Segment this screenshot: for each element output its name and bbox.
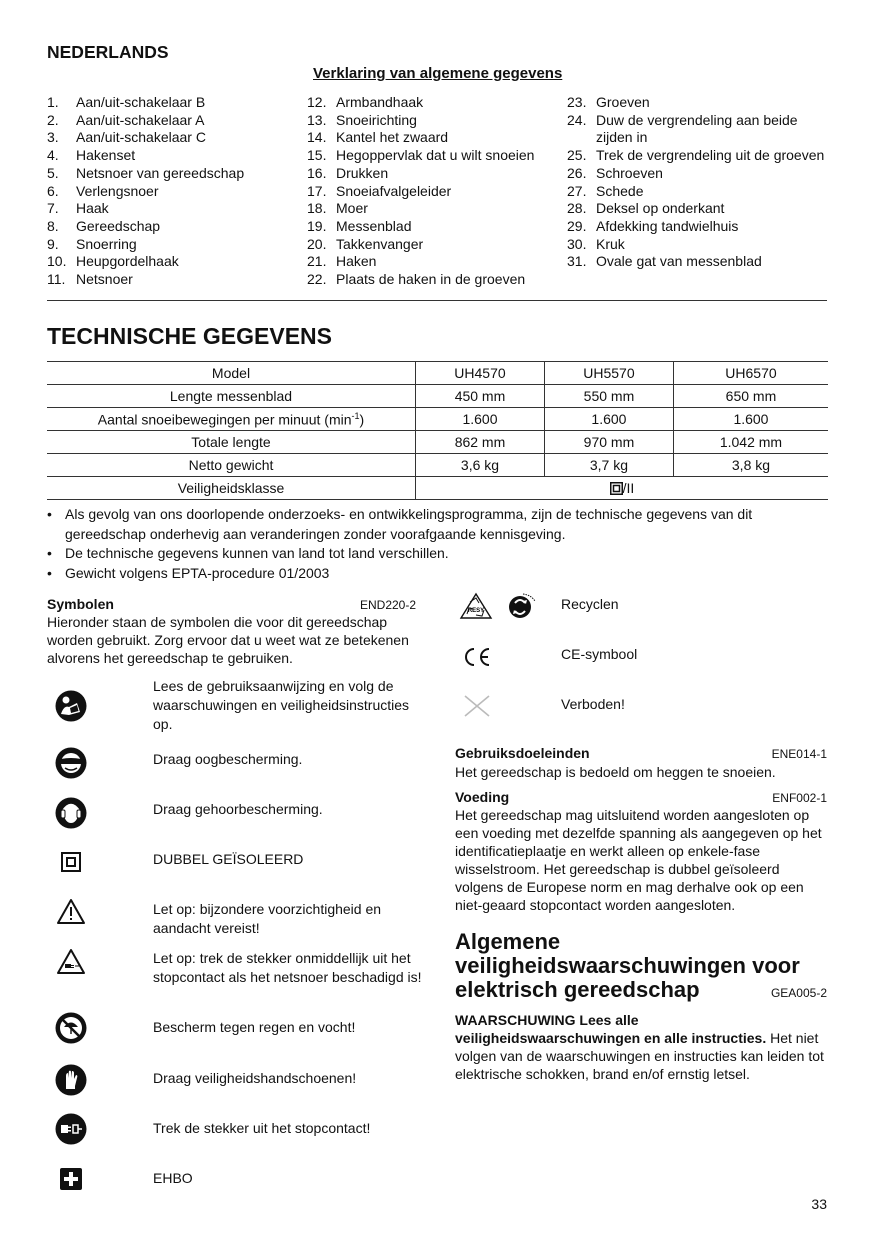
item-number: 2. [47, 111, 59, 128]
item-label: Schroeven [596, 164, 663, 181]
item-number: 4. [47, 147, 59, 164]
warning-text: Het niet volgen van de waarschuwingen en instructies kan leiden tot elektrische schokken, brand en/of ernstig letsel. [455, 1030, 824, 1082]
list-item [47, 94, 297, 112]
item-number: 25. [567, 147, 587, 164]
symbol-text: DUBBEL GEÏSOLEERD [153, 851, 304, 867]
no-rain-icon [55, 1012, 87, 1044]
table-cell [47, 408, 416, 431]
title-line: elektrisch gereedschap [455, 977, 700, 1002]
item-number: 8. [47, 217, 59, 234]
gloves-icon [55, 1064, 87, 1096]
item-label: Haken [336, 253, 377, 270]
general-warnings-code: GEA005-2 [770, 986, 827, 1000]
parts-list-col1 [47, 94, 297, 289]
item-label: Moer [336, 200, 368, 217]
item-number: 11. [47, 271, 66, 288]
item-label: Snoeiafvalgeleider [336, 182, 452, 199]
item-number: 7. [47, 200, 59, 217]
table-cell: UH6570 [673, 362, 828, 385]
superscript: -1 [351, 410, 360, 421]
list-item [567, 165, 827, 183]
list-item [567, 200, 827, 218]
item-number: 21. [307, 253, 327, 270]
table-cell: 1.600 [416, 408, 545, 431]
table-cell: 3,6 kg [416, 454, 545, 477]
table-cell: Lengte messenblad [47, 385, 416, 408]
list-item [307, 218, 557, 236]
table-cell: Model [47, 362, 416, 385]
item-label: Deksel op onderkant [596, 200, 725, 217]
table-cell: Netto gewicht [47, 454, 416, 477]
item-number: 6. [47, 182, 59, 199]
list-item [307, 165, 557, 183]
list-item: • De technische gegevens kunnen van land tot land verschillen. [47, 544, 827, 564]
ear-protection-icon [55, 797, 87, 829]
item-number: 22. [307, 271, 327, 288]
list-item [567, 183, 827, 201]
item-label: Verlengsnoer [76, 182, 159, 199]
recycle-text: Recyclen [561, 596, 619, 612]
item-number: 27. [567, 182, 587, 199]
item-number: 1. [47, 94, 59, 110]
symbols-title: Symbolen [47, 596, 114, 612]
symbol-text: Let op: bijzondere voorzichtigheid en aandacht vereist! [153, 901, 382, 936]
list-item [47, 129, 297, 147]
table-cell [416, 477, 829, 500]
symbol-text: Draag gehoorbescherming. [153, 801, 323, 817]
item-label: Trek de vergrendeling uit de groeven [596, 147, 825, 164]
list-item [47, 271, 297, 289]
list-item [47, 165, 297, 183]
symbol-text: EHBO [153, 1170, 193, 1186]
list-item [567, 112, 827, 147]
table-cell: 1.600 [673, 408, 828, 431]
eye-protection-icon [55, 747, 87, 779]
item-number: 9. [47, 235, 59, 252]
list-item [567, 236, 827, 254]
symbol-text: Draag veiligheidshandschoenen! [153, 1070, 357, 1086]
explanation-title: Verklaring van algemene gegevens [313, 65, 563, 82]
item-number: 10. [47, 253, 67, 270]
table-cell: 970 mm [544, 431, 673, 454]
warning-bold-text: WAARSCHUWING Lees alle veiligheidswaarschuwingen en alle instructies. [455, 1012, 767, 1046]
section-divider [47, 300, 827, 301]
symbol-text: Let op: trek de stekker onmiddellijk uit het stopcontact als het netsnoer beschadigd is! [153, 950, 422, 985]
list-item [307, 147, 557, 165]
table-cell: 550 mm [544, 385, 673, 408]
ce-text: CE-symbool [561, 646, 638, 662]
item-number: 28. [567, 200, 587, 217]
item-number: 14. [307, 129, 327, 146]
table-cell: 650 mm [673, 385, 828, 408]
list-item [567, 147, 827, 165]
item-number: 16. [307, 164, 327, 181]
item-number: 24. [567, 111, 587, 128]
recycle-arrows-icon [505, 591, 537, 621]
item-number: 20. [307, 235, 327, 252]
item-label: Haak [76, 200, 109, 217]
table-cell: Totale lengte [47, 431, 416, 454]
item-label: Afdekking tandwielhuis [596, 217, 739, 234]
symbol-text: Lees de gebruiksaanwijzing en volg de waarschuwingen en veiligheidsinstructies op. [153, 678, 410, 732]
symbol-text: Bescherm tegen regen en vocht! [153, 1019, 356, 1035]
item-number: 15. [307, 147, 327, 164]
item-number: 12. [307, 94, 327, 110]
item-label: Takkenvanger [336, 235, 424, 252]
item-number: 31. [567, 253, 587, 270]
list-item [47, 112, 297, 130]
title-line: Algemene [455, 929, 561, 954]
power-text: Het gereedschap mag uitsluitend worden aangesloten op een voeding met dezelfde spanning als aangegeven op het identificatieplaatje en werkt alleen op enkele-fase wisselstroom. Het gereedschap is dubbel geïsoleerd volgens de Europese norm en mag derhalve ook op een niet-geaard stopcontact worden aangesloten. [455, 807, 822, 913]
table-cell: 1.042 mm [673, 431, 828, 454]
list-item [567, 253, 827, 271]
warning-icon [55, 896, 87, 928]
title-line: veiligheidswaarschuwingen voor [455, 953, 800, 978]
intended-use-code: ENE014-1 [771, 747, 827, 761]
table-row [47, 385, 828, 408]
double-insulated-icon [610, 482, 623, 495]
specs-title: TECHNISCHE GEGEVENS [47, 323, 332, 349]
item-label: Kantel het zwaard [336, 129, 449, 146]
table-cell: UH4570 [416, 362, 545, 385]
list-item [47, 183, 297, 201]
item-label: Snoeirichting [336, 111, 417, 128]
cell-text: /II [622, 480, 635, 496]
item-number: 23. [567, 94, 587, 110]
parts-list-col2 [307, 94, 557, 289]
table-row [47, 454, 828, 477]
list-item [47, 236, 297, 254]
cell-text: Aantal snoeibewegingen per minuut (min [97, 411, 352, 428]
item-number: 29. [567, 217, 587, 234]
table-cell: 3,8 kg [673, 454, 828, 477]
unplug-warning-icon [55, 946, 87, 978]
item-label: Groeven [596, 94, 650, 110]
prohibited-icon [462, 693, 492, 719]
item-label: Messenblad [336, 217, 412, 234]
item-label: Heupgordelhaak [76, 253, 179, 270]
item-label: Ovale gat van messenblad [596, 253, 762, 270]
list-item [307, 253, 557, 271]
double-insulated-icon [55, 846, 87, 878]
table-row [47, 431, 828, 454]
table-cell: 1.600 [544, 408, 673, 431]
prohibited-text: Verboden! [561, 696, 625, 712]
list-item [307, 129, 557, 147]
item-label: Schede [596, 182, 644, 199]
table-cell: 3,7 kg [544, 454, 673, 477]
item-label: Drukken [336, 164, 389, 181]
parts-list-col3 [567, 94, 827, 271]
table-row [47, 362, 828, 385]
list-item: • Gewicht volgens EPTA-procedure 01/2003 [47, 564, 827, 584]
page-number: 33 [811, 1196, 827, 1212]
list-item [307, 183, 557, 201]
symbol-text: Trek de stekker uit het stopcontact! [153, 1120, 371, 1136]
specs-table [47, 361, 828, 500]
list-item [47, 200, 297, 218]
item-label: Aan/uit-schakelaar C [76, 129, 206, 146]
table-cell: 862 mm [416, 431, 545, 454]
table-cell: UH5570 [544, 362, 673, 385]
symbols-code: END220-2 [360, 598, 417, 612]
item-label: Aan/uit-schakelaar A [76, 111, 205, 128]
item-label: Hakenset [76, 147, 136, 164]
item-label: Plaats de haken in de groeven [336, 271, 526, 288]
item-number: 19. [307, 217, 327, 234]
item-number: 26. [567, 164, 587, 181]
list-item: • Als gevolg van ons doorlopende onderzoeks- en ontwikkelingsprogramma, zijn de technische gegevens van dit gereedschap onderhevig aan veranderingen zonder voorafgaande kennisgeving. [47, 505, 827, 544]
list-item [307, 271, 557, 289]
list-item [47, 218, 297, 236]
symbols-intro: Hieronder staan de symbolen die voor dit gereedschap worden gebruikt. Zorg ervoor dat u weet wat ze betekenen alvorens het gereedschap te gebruiken. [47, 614, 409, 666]
item-label: Kruk [596, 235, 625, 252]
symbol-text: Draag oogbescherming. [153, 751, 303, 767]
first-aid-icon [55, 1163, 87, 1195]
item-number: 30. [567, 235, 587, 252]
ce-mark-icon [462, 646, 492, 668]
item-label: Snoerring [76, 235, 137, 252]
recycle-icon [459, 592, 493, 620]
item-label: Armbandhaak [336, 94, 424, 110]
specs-notes [47, 505, 827, 583]
power-title: Voeding [455, 789, 510, 805]
table-row [47, 408, 828, 431]
list-item [567, 218, 827, 236]
recycle-mark-text: RESY [467, 608, 485, 614]
item-number: 5. [47, 164, 59, 181]
list-item [307, 94, 557, 112]
intended-use-title: Gebruiksdoeleinden [455, 745, 590, 761]
unplug-icon [55, 1113, 87, 1145]
general-warnings-text [455, 1011, 827, 1083]
list-item [307, 236, 557, 254]
table-cell: 450 mm [416, 385, 545, 408]
table-cell: Veiligheidsklasse [47, 477, 416, 500]
language-heading: NEDERLANDS [47, 42, 169, 62]
intended-use-text: Het gereedschap is bedoeld om heggen te snoeien. [455, 764, 776, 780]
item-label: Hegoppervlak dat u wilt snoeien [336, 147, 535, 164]
list-item [47, 253, 297, 271]
cell-text: ) [359, 411, 365, 428]
list-item [567, 94, 827, 112]
item-label: Aan/uit-schakelaar B [76, 94, 206, 110]
power-code: ENF002-1 [772, 791, 827, 805]
list-item [307, 200, 557, 218]
list-item [307, 112, 557, 130]
read-manual-icon [55, 690, 87, 722]
item-label: Duw de vergrendeling aan beide zijden in [596, 111, 798, 146]
item-label: Gereedschap [76, 217, 161, 234]
item-label: Netsnoer van gereedschap [76, 164, 245, 181]
item-number: 13. [307, 111, 327, 128]
list-item [47, 147, 297, 165]
item-number: 18. [307, 200, 327, 217]
item-number: 3. [47, 129, 59, 146]
table-row [47, 477, 828, 500]
general-warnings-title [455, 930, 825, 1002]
item-number: 17. [307, 182, 327, 199]
item-label: Netsnoer [76, 271, 133, 288]
